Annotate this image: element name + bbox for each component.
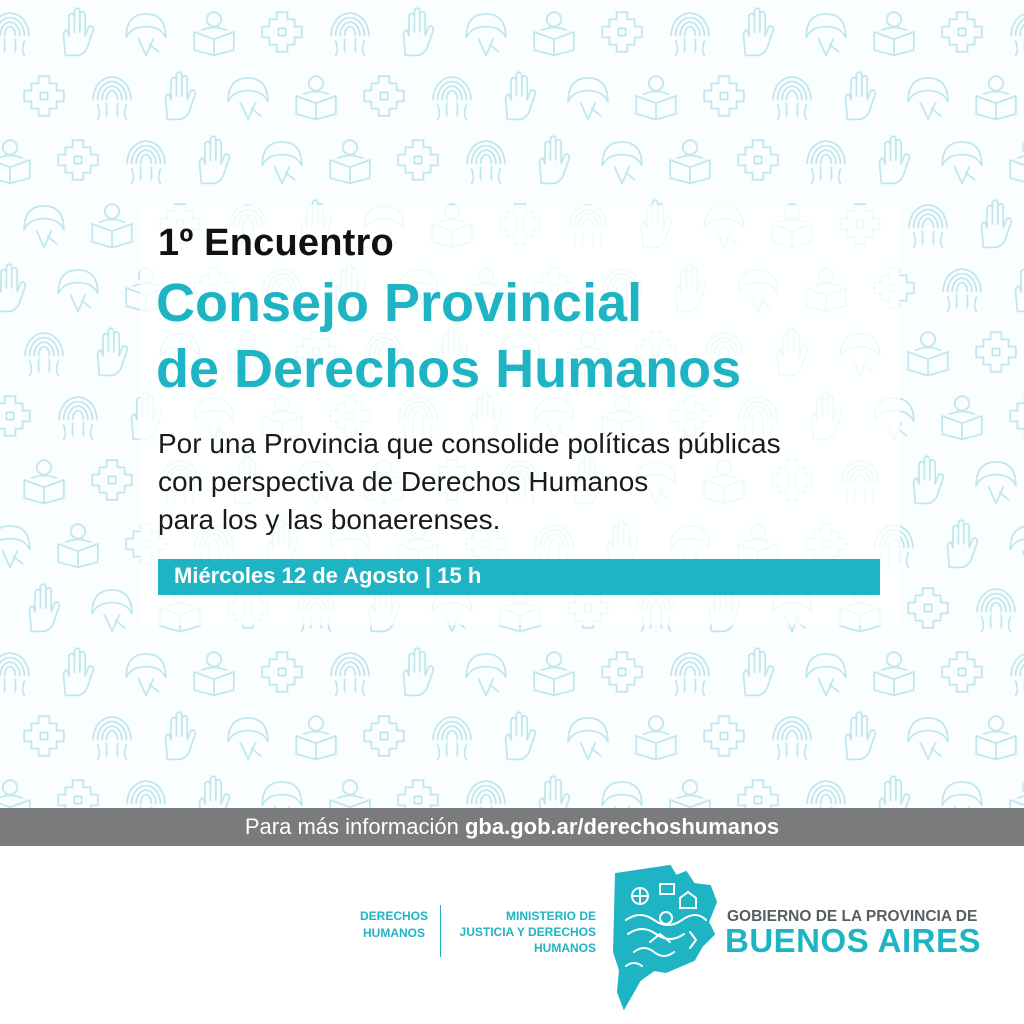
hand-icon [404,8,434,55]
fingerprint-icon [433,717,471,759]
logo-divider [440,905,441,957]
aztec-cross-icon [0,396,30,436]
ministry-line: MINISTERIO DE [505,909,596,923]
reading-person-icon [670,140,710,183]
fingerprint-icon [773,77,811,119]
reading-person-icon [976,76,1016,119]
kerchief-icon [466,654,506,695]
fingerprint-icon [671,653,709,695]
hand-icon [540,776,570,808]
hand-icon [200,776,230,808]
aztec-cross-icon [58,140,98,180]
info-link[interactable]: gba.gob.ar/derechoshumanos [464,814,780,839]
reading-person-icon [942,396,982,439]
fingerprint-icon [433,77,471,119]
reading-person-icon [874,652,914,695]
reading-person-icon [330,140,370,183]
aztec-cross-icon [1010,396,1024,436]
reading-person-icon [58,524,98,567]
aztec-cross-icon [704,716,744,756]
fingerprint-icon [1011,653,1024,695]
reading-person-icon [194,652,234,695]
reading-person-icon [194,12,234,55]
kerchief-icon [58,270,98,311]
fingerprint-icon [1011,13,1024,55]
fingerprint-icon [977,589,1015,631]
event-title-line: de Derechos Humanos [156,339,742,399]
hand-icon [948,520,978,567]
fingerprint-icon [93,77,131,119]
reading-person-icon [296,716,336,759]
kerchief-icon [806,654,846,695]
kerchief-icon [806,14,846,55]
ministry-line: HUMANOS [534,941,596,955]
aztec-cross-icon [24,716,64,756]
dh-logo-line: DERECHOS [359,909,428,923]
fingerprint-icon [331,13,369,55]
info-bar [0,808,1024,846]
reading-person-icon [636,716,676,759]
hand-icon [1016,264,1024,311]
hand-icon [744,648,774,695]
government-subtitle: GOBIERNO DE LA PROVINCIA DE [727,908,978,925]
aztec-cross-icon [398,780,438,808]
fingerprint-icon [331,653,369,695]
hand-icon [200,136,230,183]
reading-person-icon [534,652,574,695]
event-kicker: 1º Encuentro [158,222,394,264]
reading-person-icon [92,204,132,247]
reading-person-icon [330,780,370,808]
fingerprint-icon [807,141,845,183]
hand-icon [846,72,876,119]
reading-person-icon [0,140,30,183]
fingerprint-icon [671,13,709,55]
hand-icon [914,456,944,503]
event-date: Miércoles 12 de Agosto | 15 h [174,563,482,588]
hand-icon [540,136,570,183]
kerchief-icon [262,142,302,183]
fingerprint-icon [127,781,165,808]
kerchief-icon [466,14,506,55]
kerchief-icon [568,718,608,759]
hand-icon [64,8,94,55]
province-map-icon [610,862,720,1012]
event-title [156,270,916,402]
kerchief-icon [228,718,268,759]
hand-icon [404,648,434,695]
reading-person-icon [296,76,336,119]
aztec-cross-icon [908,588,948,628]
fingerprint-icon [807,781,845,808]
kerchief-icon [1010,526,1024,567]
kerchief-icon [908,78,948,119]
kerchief-icon [942,142,982,183]
dh-logo-line: HUMANOS [363,926,425,940]
aztec-cross-icon [58,780,98,808]
hand-icon [166,712,196,759]
kerchief-icon [568,78,608,119]
aztec-cross-icon [602,12,642,52]
fingerprint-icon [59,397,97,439]
kerchief-icon [262,782,302,808]
fingerprint-icon [467,141,505,183]
hand-icon [98,328,128,375]
event-subtitle [158,425,918,539]
kerchief-icon [228,78,268,119]
aztec-cross-icon [24,76,64,116]
fingerprint-icon [773,717,811,759]
ministry-line: JUSTICIA Y DERECHOS [459,925,596,939]
government-name: BUENOS AIRES [725,922,981,959]
hand-icon [166,72,196,119]
kerchief-icon [602,142,642,183]
hand-icon [30,584,60,631]
reading-person-icon [636,76,676,119]
aztec-cross-icon [262,12,302,52]
aztec-cross-icon [364,716,404,756]
hand-icon [0,264,25,311]
aztec-cross-icon [602,652,642,692]
reading-person-icon [534,12,574,55]
reading-person-icon [976,716,1016,759]
aztec-cross-icon [364,76,404,116]
kerchief-icon [976,462,1016,503]
fingerprint-icon [127,141,165,183]
hand-icon [64,648,94,695]
fingerprint-icon [943,269,981,311]
hand-icon [744,8,774,55]
aztec-cross-icon [738,140,778,180]
aztec-cross-icon [942,12,982,52]
hand-icon [880,776,910,808]
reading-person-icon [0,780,30,808]
kerchief-icon [24,206,64,247]
event-subtitle-line: Por una Provincia que consolide políticas públicas [158,428,781,459]
kerchief-icon [942,782,982,808]
kerchief-icon [602,782,642,808]
reading-person-icon [1010,780,1024,808]
fingerprint-icon [25,333,63,375]
info-prefix: Para más información [244,814,459,839]
kerchief-icon [92,590,132,631]
reading-person-icon [670,780,710,808]
aztec-cross-icon [704,76,744,116]
hand-icon [506,72,536,119]
hand-icon [880,136,910,183]
fingerprint-icon [0,653,29,695]
kerchief-icon [908,718,948,759]
aztec-cross-icon [262,652,302,692]
reading-person-icon [24,460,64,503]
kerchief-icon [126,14,166,55]
aztec-cross-icon [976,332,1016,372]
derechos-humanos-logo [353,908,435,942]
reading-person-icon [1010,140,1024,183]
hand-icon [506,712,536,759]
fingerprint-icon [467,781,505,808]
event-subtitle-line: con perspectiva de Derechos Humanos [158,466,649,497]
aztec-cross-icon [92,460,132,500]
hand-icon [846,712,876,759]
fingerprint-icon [0,13,29,55]
aztec-cross-icon [738,780,778,808]
event-subtitle-line: para los y las bonaerenses. [158,504,501,535]
hand-icon [982,200,1012,247]
ministry-logo [446,908,596,956]
aztec-cross-icon [942,652,982,692]
date-banner [158,559,880,595]
kerchief-icon [126,654,166,695]
aztec-cross-icon [398,140,438,180]
fingerprint-icon [93,717,131,759]
reading-person-icon [874,12,914,55]
fingerprint-icon [909,205,947,247]
kerchief-icon [0,526,30,567]
event-title-line: Consejo Provincial [156,273,643,333]
